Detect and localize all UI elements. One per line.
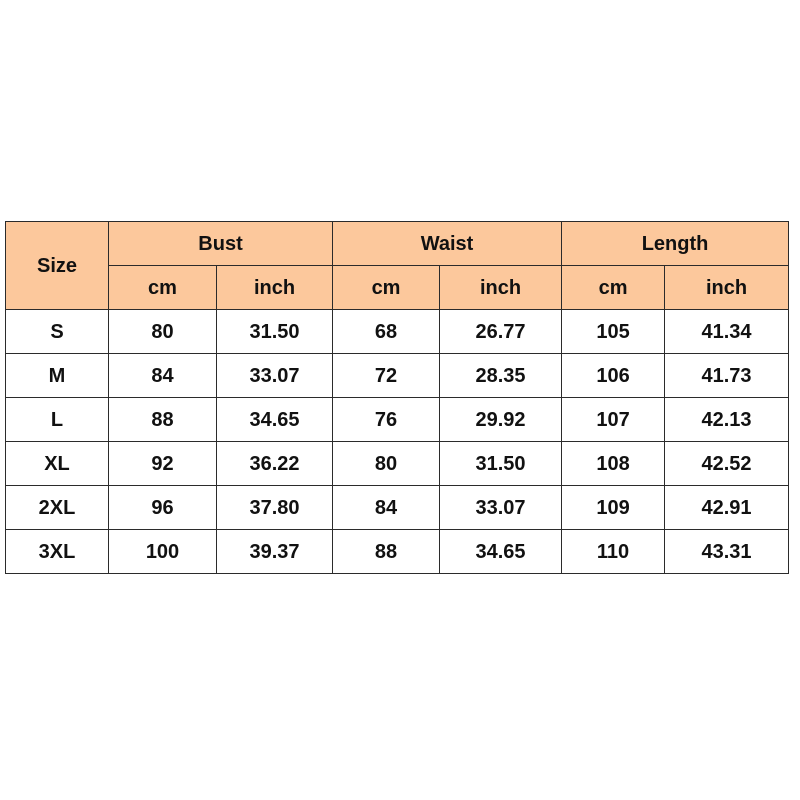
bust-inch-cell: 37.80: [217, 486, 333, 530]
waist-inch-cell: 34.65: [440, 530, 562, 574]
waist-cm-cell: 84: [333, 486, 440, 530]
bust-inch-cell: 39.37: [217, 530, 333, 574]
table-row: [6, 310, 789, 354]
bust-cm-cell: 96: [109, 486, 217, 530]
length-cm-cell: 109: [562, 486, 665, 530]
table-row: [6, 486, 789, 530]
length-cm-cell: 105: [562, 310, 665, 354]
bust-inch-cell: 36.22: [217, 442, 333, 486]
waist-cm-header: cm: [333, 266, 440, 310]
header-group-row: [6, 222, 789, 266]
length-cm-cell: 107: [562, 398, 665, 442]
size-cell: 2XL: [6, 486, 109, 530]
waist-inch-cell: 31.50: [440, 442, 562, 486]
waist-cm-cell: 72: [333, 354, 440, 398]
bust-inch-cell: 31.50: [217, 310, 333, 354]
length-inch-cell: 41.34: [665, 310, 789, 354]
waist-inch-cell: 33.07: [440, 486, 562, 530]
bust-cm-cell: 100: [109, 530, 217, 574]
length-cm-cell: 106: [562, 354, 665, 398]
bust-inch-header: inch: [217, 266, 333, 310]
length-header: Length: [562, 222, 789, 266]
length-cm-cell: 110: [562, 530, 665, 574]
size-cell: XL: [6, 442, 109, 486]
table-row: [6, 398, 789, 442]
waist-inch-cell: 29.92: [440, 398, 562, 442]
bust-cm-cell: 80: [109, 310, 217, 354]
bust-cm-cell: 92: [109, 442, 217, 486]
size-cell: L: [6, 398, 109, 442]
length-cm-header: cm: [562, 266, 665, 310]
header-unit-row: [6, 266, 789, 310]
length-inch-cell: 41.73: [665, 354, 789, 398]
length-inch-header: inch: [665, 266, 789, 310]
waist-inch-cell: 26.77: [440, 310, 562, 354]
bust-cm-cell: 84: [109, 354, 217, 398]
bust-inch-cell: 33.07: [217, 354, 333, 398]
bust-cm-header: cm: [109, 266, 217, 310]
waist-cm-cell: 80: [333, 442, 440, 486]
waist-inch-header: inch: [440, 266, 562, 310]
bust-header: Bust: [109, 222, 333, 266]
length-inch-cell: 43.31: [665, 530, 789, 574]
length-cm-cell: 108: [562, 442, 665, 486]
waist-header: Waist: [333, 222, 562, 266]
waist-cm-cell: 76: [333, 398, 440, 442]
length-inch-cell: 42.52: [665, 442, 789, 486]
length-inch-cell: 42.91: [665, 486, 789, 530]
size-header: Size: [6, 222, 109, 310]
size-chart-table: [5, 221, 789, 574]
table-row: [6, 354, 789, 398]
table-row: [6, 530, 789, 574]
waist-cm-cell: 88: [333, 530, 440, 574]
size-cell: 3XL: [6, 530, 109, 574]
bust-inch-cell: 34.65: [217, 398, 333, 442]
waist-cm-cell: 68: [333, 310, 440, 354]
bust-cm-cell: 88: [109, 398, 217, 442]
size-cell: M: [6, 354, 109, 398]
size-cell: S: [6, 310, 109, 354]
length-inch-cell: 42.13: [665, 398, 789, 442]
waist-inch-cell: 28.35: [440, 354, 562, 398]
table-row: [6, 442, 789, 486]
